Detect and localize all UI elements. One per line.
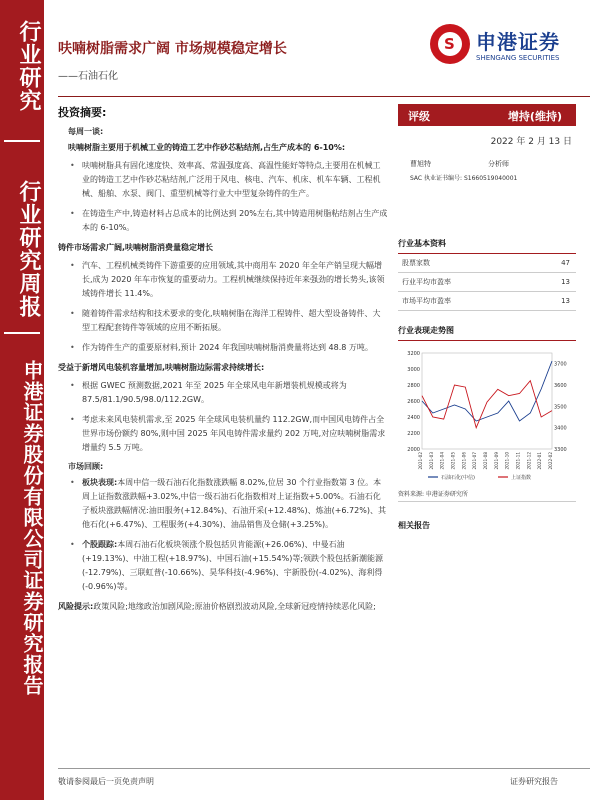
chart-title: 行业表现走势图 [398, 325, 576, 341]
chart-source: 资料来源: 申港证券研究所 [398, 489, 576, 502]
bullet-lead: 板块表现: [82, 478, 118, 487]
sidebar-divider [4, 332, 40, 334]
chart-container [398, 345, 576, 485]
sac-license: SAC 执业证书编号: S1660519040001 [410, 175, 518, 182]
bullet-item: • 随着铸件需求结构和技术要求的变化,呋喃树脂在海洋工程铸件、超大型设备铸件、大型工程配套铸件等领域的应用不断拓展。 [68, 307, 388, 335]
analyst-title: 分析师 [488, 160, 509, 168]
y-left-tick-label: 2000 [407, 447, 420, 453]
x-tick-label: 2021-02 [418, 452, 423, 470]
report-title: 呋喃树脂需求广阔 市场规模稳定增长 [58, 41, 287, 57]
analyst-row [398, 159, 576, 171]
sidebar [0, 0, 44, 800]
footer-divider [58, 768, 590, 769]
industry-stats [398, 254, 576, 311]
y-right-tick-label: 3600 [554, 383, 567, 389]
footer-disclaimer: 敬请参阅最后一页免责声明 [58, 777, 154, 786]
series-line [422, 381, 552, 428]
footer-label: 证券研究报告 [510, 777, 558, 786]
bullet-item: • 根据 GWEC 预测数据,2021 年至 2025 年全球风电年新增装机规模或将为 87.5/81.1/90.5/98.0/112.2GW。 [68, 379, 388, 407]
sidebar-label-weekly: 行业研究周报 [16, 180, 41, 318]
x-tick-label: 2021-11 [515, 452, 521, 470]
summary-title: 投资摘要: [58, 106, 107, 119]
header-divider [58, 96, 590, 97]
bullet-item: • 汽车、工程机械类铸件下游重要的应用领域,其中商用车 2020 年全年产销呈现大幅增长,成为 2020 年车市恢复的重要动力。工程机械继续保持近年来强劲的增长势头,该领域铸件增长 11.4%。 [68, 259, 388, 301]
y-left-tick-label: 2800 [407, 383, 420, 389]
company-logo [430, 24, 590, 70]
stat-row [398, 254, 576, 273]
risk-label: 风险提示: [58, 602, 94, 611]
rating-value: 增持(维持) [507, 110, 562, 123]
risk-text: 政策风险;地缘政治加剧风险;原油价格剧烈波动风险,全球新冠疫情持续恶化风险; [93, 602, 376, 611]
risk-note [58, 600, 388, 614]
report-subtitle: ——石油石化 [58, 71, 118, 82]
x-tick-label: 2021-08 [483, 452, 488, 470]
related-reports-title: 相关报告 [398, 521, 430, 530]
key-point: 受益于新增风电装机容量增加,呋喃树脂边际需求持续增长: [58, 363, 265, 372]
x-tick-label: 2021-05 [450, 452, 456, 470]
rating-bar [398, 104, 576, 126]
x-tick-label: 2022-02 [548, 452, 553, 470]
x-tick-label: 2021-12 [526, 452, 532, 470]
y-right-tick-label: 3400 [554, 425, 567, 432]
stat-value: 47 [561, 259, 570, 267]
x-tick-label: 2021-04 [439, 452, 445, 470]
x-tick-label: 2021-07 [472, 452, 478, 470]
market-review-heading: 市场回顾: [68, 462, 104, 471]
stat-row [398, 273, 576, 292]
legend-label: 石油石化(中信) [441, 475, 475, 481]
stat-value: 13 [561, 297, 570, 305]
industry-chart [398, 345, 576, 485]
x-tick-label: 2021-03 [428, 452, 434, 470]
key-point: 呋喃树脂主要用于机械工业的铸造工艺中作砂芯粘结剂,占生产成本的 6-10%: [68, 143, 346, 152]
y-left-tick-label: 3000 [407, 367, 420, 373]
industry-data-title: 行业基本资料 [398, 238, 576, 254]
sidebar-divider [4, 140, 40, 142]
bullet-item: • 考虑未来风电装机需求,至 2025 年全球风电装机量约 112.2GW,而中国风电铸件占全世界市场份额约 80%,则中国 2025 年风电铸件需求量约 202 万吨,对应呋喃树脂需求增量约 5.5 万吨。 [68, 413, 388, 455]
y-left-tick-label: 2600 [407, 399, 420, 405]
weekly-heading: 每周一谈: [68, 127, 104, 136]
main-content [58, 104, 388, 618]
series-line [422, 361, 552, 421]
y-right-tick-label: 3300 [554, 447, 567, 453]
stat-label: 股票家数 [402, 259, 430, 267]
sidebar-label-industry-research: 行业研究 [16, 20, 41, 112]
x-tick-label: 2021-10 [504, 452, 510, 470]
stat-row [398, 292, 576, 311]
y-left-tick-label: 2400 [407, 415, 420, 421]
right-panel [398, 104, 576, 531]
bullet-text: 本周石油石化板块领涨个股包括贝肯能源(+26.06%)、中曼石油(+19.13%)、中油工程(+18.97%)、中国石油(+15.54%)等;领跌个股包括新潮能源(-12.79%)、三联虹普(-10.66%)、昊华科技(-4.96%)、宇新股份(-4.02%)、海利得(-0.96%)等。 [82, 540, 384, 591]
x-tick-label: 2021-06 [461, 452, 467, 470]
y-right-tick-label: 3500 [554, 404, 567, 411]
logo-name-en: SHENGANG SECURITIES [476, 54, 560, 62]
bullet-item [68, 538, 388, 594]
x-tick-label: 2022-01 [537, 452, 543, 470]
bullet-item: • 在铸造生产中,铸造材料占总成本的比例达到 20%左右,其中铸造用树脂粘结剂占生产成本的 6-10%。 [68, 207, 388, 235]
y-right-tick-label: 3700 [554, 361, 567, 368]
logo-name-cn: 申港证券 [476, 30, 560, 54]
y-left-tick-label: 2200 [407, 431, 420, 437]
stat-value: 13 [561, 278, 570, 286]
bullet-lead: 个股跟踪: [82, 540, 118, 549]
legend-label: 上证指数 [511, 475, 532, 481]
rating-label: 评级 [408, 110, 430, 123]
x-tick-label: 2021-09 [493, 452, 499, 470]
bullet-text: 本周中信一级石油石化指数涨跌幅 8.02%,位居 30 个行业指数第 3 位。本周上证指数涨跌幅+3.02%,中信一级石油石化指数相对上证指数+5.00%。石油石化子板块涨跌幅情况:油田服务(+12.84%)、石油开采(+12.48%)、炼油(+6.72%)、其他石化(+6.47%)、工程服务(+4.30%)、油品销售及仓储(+3.25%)。 [82, 478, 386, 529]
logo-mark-icon: S [430, 24, 470, 64]
bullet-item: • 作为铸件生产的重要原材料,预计 2024 年我国呋喃树脂消费量将达到 48.8 万吨。 [68, 341, 388, 355]
key-point: 铸件市场需求广阔,呋喃树脂消费量稳定增长 [58, 243, 214, 252]
bullet-item [68, 476, 388, 532]
sidebar-label-company: 申港证券股份有限公司证券研究报告 [20, 360, 44, 696]
report-date: 2022 年 2 月 13 日 [490, 137, 572, 147]
stat-label: 行业平均市盈率 [402, 278, 451, 286]
y-left-tick-label: 3200 [407, 351, 420, 357]
stat-label: 市场平均市盈率 [402, 297, 451, 305]
bullet-item: • 呋喃树脂具有固化速度快、效率高、常温强度高、高温性能好等特点,主要用在机械工业的铸造工艺中作砂芯粘结剂,广泛用于风电、核电、汽车、机床、机车车辆、工程机械、船舶、水泵、阀门、重型机械等行业大中型复杂铸件的生产。 [68, 159, 388, 201]
analyst-name: 曹旭特 [410, 160, 431, 168]
plot-frame [422, 353, 552, 449]
